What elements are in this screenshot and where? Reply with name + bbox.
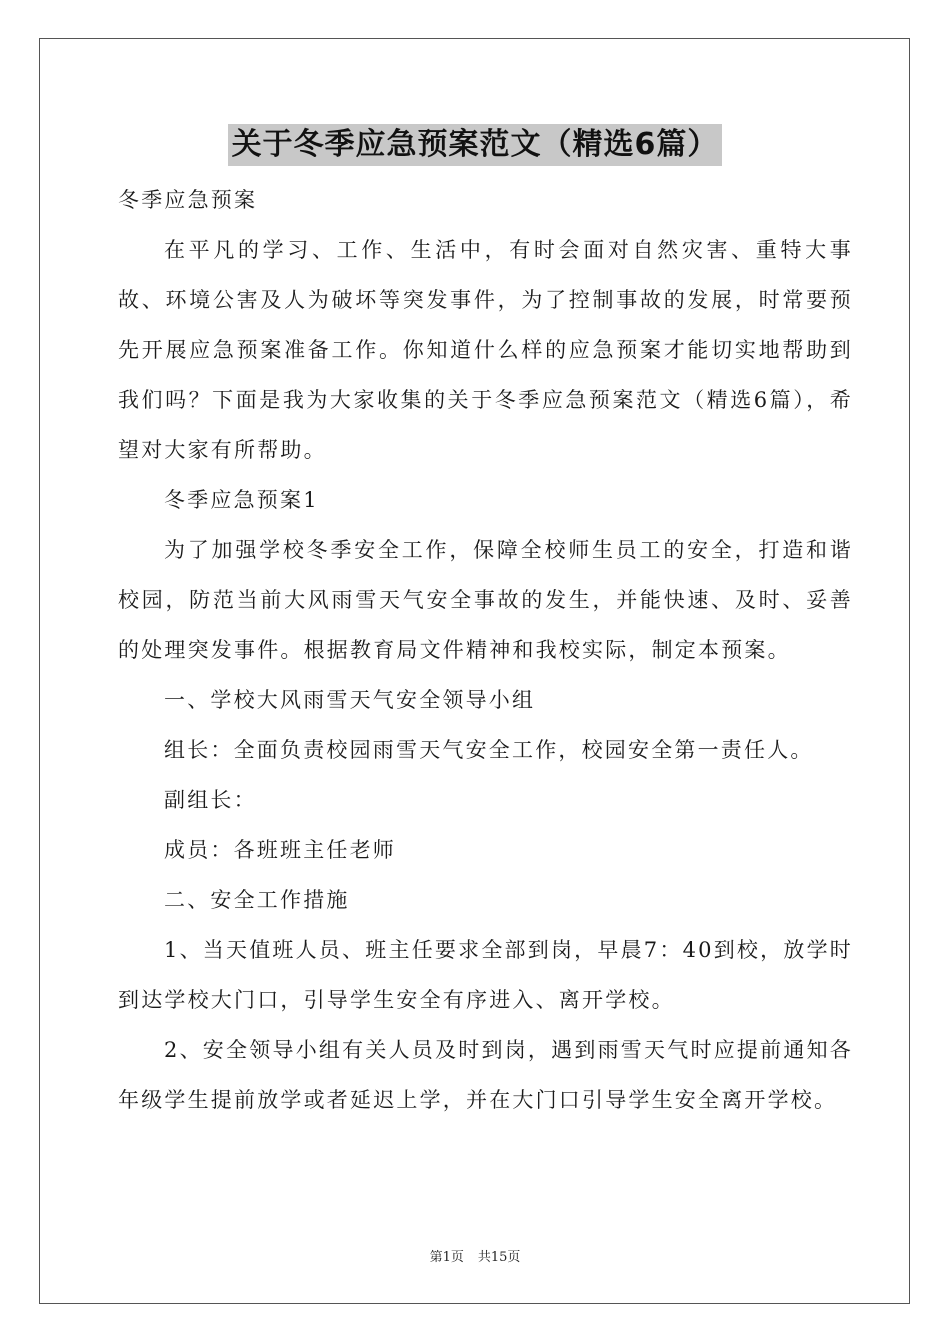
paragraph: 1、当天值班人员、班主任要求全部到岗，早晨7：40到校，放学时到达学校大门口，引导学生安全有序进入、离开学校。 (118, 938, 853, 1012)
page-number-total: 共15页 (477, 1250, 521, 1265)
paragraph: 冬季应急预案1 (164, 488, 319, 512)
title-container (0, 124, 950, 166)
page-number-current: 第1页 (429, 1250, 464, 1265)
paragraph: 为了加强学校冬季安全工作，保障全校师生员工的安全，打造和谐校园，防范当前大风雨雪天气安全事故的发生，并能快速、及时、妥善的处理突发事件。根据教育局文件精神和我校实际，制定本预案。 (118, 538, 853, 662)
document-title: 关于冬季应急预案范文（精选6篇） (228, 124, 723, 166)
paragraph: 成员：各班班主任老师 (164, 838, 396, 862)
paragraph: 组长：全面负责校园雨雪天气安全工作，校园安全第一责任人。 (164, 738, 814, 762)
paragraph: 二、安全工作措施 (164, 888, 350, 912)
paragraph: 冬季应急预案 (118, 188, 258, 212)
page-footer (0, 1246, 950, 1265)
document-body (118, 175, 853, 1125)
paragraph: 在平凡的学习、工作、生活中，有时会面对自然灾害、重特大事故、环境公害及人为破坏等突发事件，为了控制事故的发展，时常要预先开展应急预案准备工作。你知道什么样的应急预案才能切实地帮助到我们吗？下面是我为大家收集的关于冬季应急预案范文（精选6篇），希望对大家有所帮助。 (118, 238, 853, 462)
paragraph: 2、安全领导小组有关人员及时到岗，遇到雨雪天气时应提前通知各年级学生提前放学或者延迟上学，并在大门口引导学生安全离开学校。 (118, 1038, 853, 1112)
paragraph: 一、学校大风雨雪天气安全领导小组 (164, 688, 536, 712)
paragraph: 副组长： (164, 788, 257, 812)
